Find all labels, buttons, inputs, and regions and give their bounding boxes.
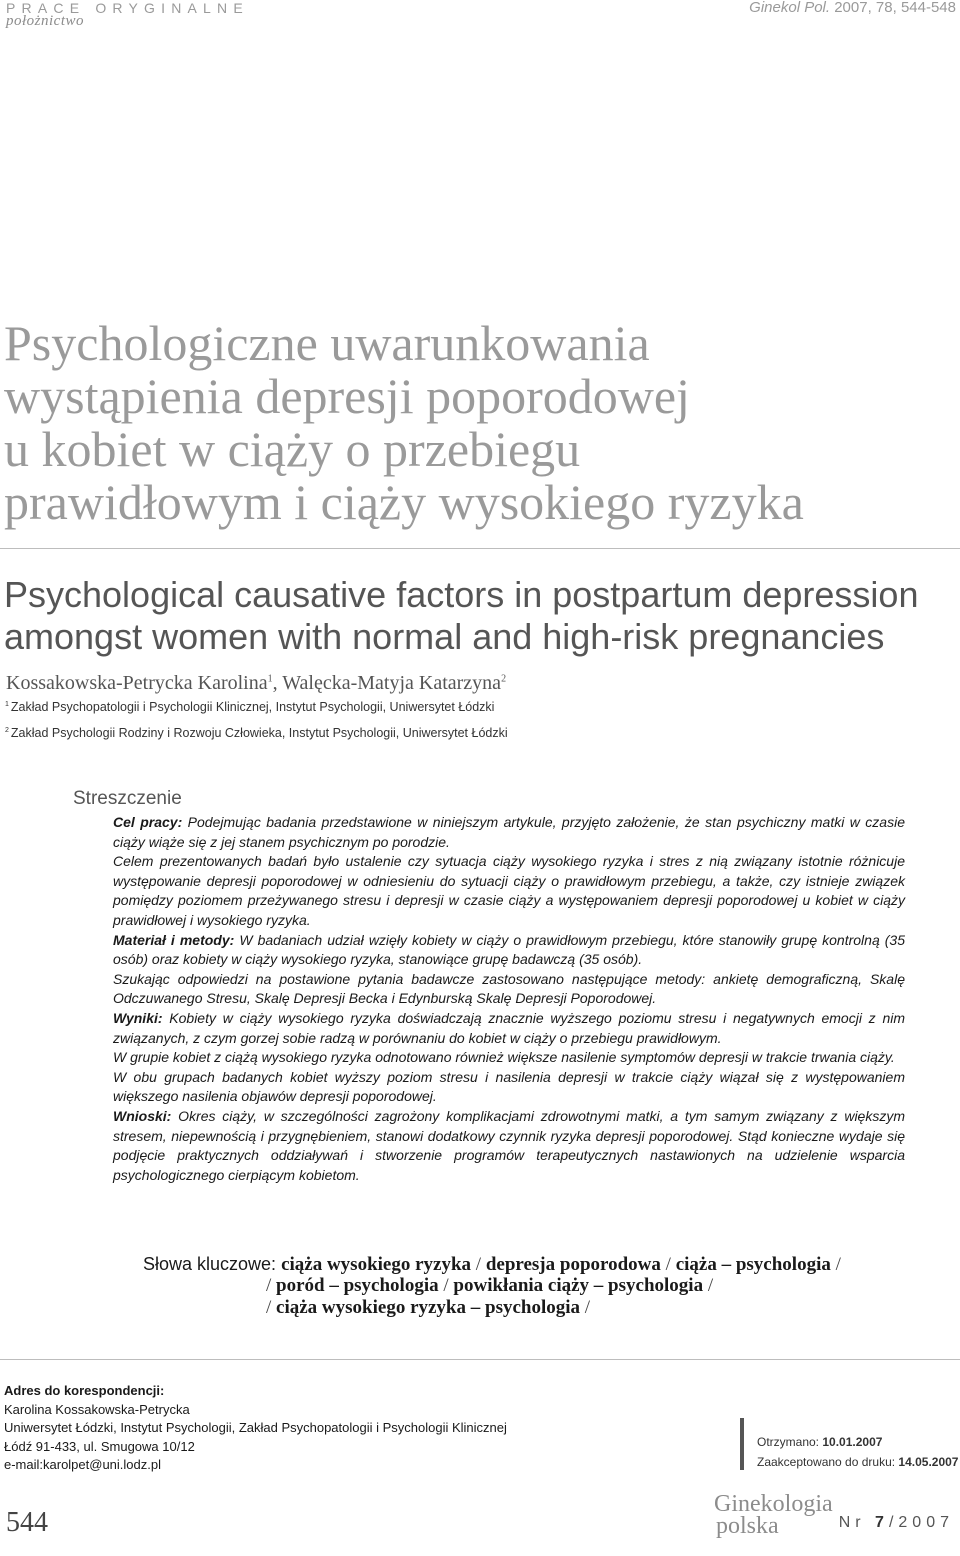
keyword-separator: /	[660, 1254, 676, 1275]
correspondence-line: Łódź 91-433, ul. Smugowa 10/12	[4, 1438, 195, 1454]
abstract-paragraph: Szukając odpowiedzi na postawione pytania badawcze zastosowano następujące metody: ankietę demograficzną, Skalę Odczuwanego Stresu, Skalę Depresji Becka i Edynburską Skalę Depresji Poporodowej.	[113, 970, 905, 1007]
keyword-separator: /	[266, 1297, 277, 1318]
received-value: 10.01.2007	[822, 1435, 883, 1449]
dates-accent-bar	[740, 1418, 744, 1470]
subsection-label: położnictwo	[6, 13, 85, 29]
affiliation	[5, 726, 508, 740]
journal-logo-line: Ginekologia	[714, 1491, 833, 1517]
issue-number	[839, 1514, 954, 1532]
abstract-body	[113, 813, 905, 1185]
abstract-methods-label: Materiał i metody:	[113, 931, 235, 948]
received-date	[757, 1432, 958, 1452]
author-list	[6, 672, 506, 695]
abstract-paragraph	[113, 1107, 905, 1185]
correspondence-block	[4, 1382, 507, 1475]
issue-prefix: Nr	[838, 1514, 876, 1531]
author-name: Walęcka-Matyja Katarzyna	[282, 672, 502, 694]
title-polish	[4, 317, 954, 529]
accepted-value: 14.05.2007	[898, 1455, 959, 1469]
keywords-intro: Słowa kluczowe:	[143, 1254, 282, 1274]
keyword: ciąża wysokiego ryzyka – psychologia	[276, 1297, 581, 1318]
title-polish-line: wystąpienia depresji poporodowej	[4, 368, 690, 424]
abstract-paragraph: W grupie kobiet z ciążą wysokiego ryzyka odnotowano również większe nasilenie symptomów depresji w trakcie trwania ciąży.	[113, 1049, 895, 1066]
author-separator: ,	[272, 672, 283, 694]
correspondence-line: Karolina Kossakowska-Petrycka	[4, 1401, 190, 1417]
citation-details: 2007, 78, 544-548	[834, 0, 956, 16]
abstract-results-label: Wyniki:	[113, 1009, 163, 1026]
affiliation-text: Zakład Psychologii Rodziny i Rozwoju Człowieka, Instytut Psychologii, Uniwersytet Łódzki	[10, 726, 508, 740]
section-label: PRACE ORYGINALNE	[6, 0, 249, 16]
keywords-row	[143, 1254, 841, 1275]
keyword: ciąża wysokiego ryzyka	[281, 1254, 472, 1275]
issue-year: /2007	[888, 1514, 954, 1531]
author-name: Kossakowska-Petrycka Karolina	[6, 672, 268, 694]
affiliation-mark: 2	[5, 726, 9, 734]
title-polish-line: u kobiet w ciąży o przebiegu	[4, 421, 581, 477]
title-english	[4, 574, 954, 658]
abstract-methods-text: W badaniach udział wzięły kobiety w ciąży o prawidłowym przebiegu, które stanowiły grupę kontrolną (35 osób) oraz kobiety w ciąży wysokiego ryzyka, stanowiące grupę badawczą (35 osób).	[113, 931, 905, 968]
abstract-paragraph: W obu grupach badanych kobiet wyższy poziom stresu i nasilenia depresji w trakcie ciąży wiązał się z występowaniem większego nasilenia objawów depresji poporodowej.	[113, 1068, 905, 1105]
keyword: poród – psychologia	[276, 1275, 439, 1296]
issue-value: 7	[875, 1514, 889, 1531]
received-label: Otrzymano:	[757, 1435, 823, 1449]
affiliation-mark: 1	[5, 700, 9, 708]
dates-block	[757, 1432, 958, 1472]
correspondence-line: Uniwersytet Łódzki, Instytut Psychologii, Zakład Psychopatologii i Psychologii Klinicznej	[4, 1420, 507, 1435]
title-english-line: amongst women with normal and high-risk pregnancies	[4, 616, 885, 657]
abstract-heading: Streszczenie	[73, 788, 182, 809]
affiliation-text: Zakład Psychopatologii i Psychologii Klinicznej, Instytut Psychologii, Uniwersytet Łódzki	[10, 700, 495, 714]
keyword: depresja poporodowa	[485, 1254, 661, 1275]
accepted-label: Zaakceptowano do druku:	[757, 1455, 899, 1469]
keyword-separator: /	[266, 1275, 277, 1296]
abstract-paragraph: Celem prezentowanych badań było ustalenie czy sytuacja ciąży wysokiego ryzyka i stres z nią związany istotnie różnicuje występowanie depresji poporodowej w odniesieniu do sytuacji ciąży o prawidłowym przebiegu, a także, czy istnieje związek pomiędzy poziomem przeżywanego stresu i depresji w czasie ciąży a występowaniem depresji poporodowej u kobiet w ciąży prawidłowej i wysokiego ryzyka.	[113, 853, 905, 928]
correspondence-title: Adres do korespondencji:	[4, 1383, 165, 1398]
title-divider	[0, 548, 960, 549]
title-polish-line: prawidłowym i ciąży wysokiego ryzyka	[4, 474, 804, 530]
keyword: powikłania ciąży – psychologia	[453, 1275, 704, 1296]
abstract-aim-label: Cel pracy:	[113, 814, 183, 830]
abstract-paragraph	[113, 813, 905, 852]
keyword-separator: /	[438, 1275, 454, 1296]
title-polish-line: Psychologiczne uwarunkowania	[4, 315, 650, 371]
abstract-paragraph	[113, 931, 905, 970]
correspondence-email: e-mail:karolpet@uni.lodz.pl	[4, 1457, 161, 1472]
keyword-separator: /	[580, 1297, 591, 1318]
keywords-row	[266, 1297, 590, 1318]
keyword-separator: /	[830, 1254, 841, 1275]
abstract-results-text: Kobiety w ciąży wysokiego ryzyka doświadczają znacznie wyższego poziomu stresu i negatywnych emocji z nim związanych, z czym gorzej sobie radzą w porównaniu do kobiet w ciąży o przebiegu prawidłowym.	[113, 1009, 905, 1046]
abstract-paragraph	[113, 1009, 905, 1048]
affiliation	[5, 700, 494, 714]
abstract-conclusions-label: Wnioski:	[113, 1107, 172, 1124]
keyword: ciąża – psychologia	[675, 1254, 831, 1275]
author-affiliation-mark: 1	[267, 673, 273, 685]
journal-logo	[714, 1493, 833, 1537]
keyword-separator: /	[703, 1275, 714, 1296]
page-number: 544	[6, 1507, 48, 1538]
footer-divider	[0, 1359, 960, 1360]
title-english-line: Psychological causative factors in postpartum depression	[4, 574, 919, 615]
journal-citation	[749, 0, 956, 16]
keywords-row	[266, 1275, 713, 1296]
accepted-date	[757, 1452, 958, 1472]
journal-abbrev: Ginekol Pol.	[749, 0, 831, 16]
abstract-aim-text: Podejmując badania przedstawione w niniejszym artykule, przyjęto założenie, że stan psychiczny matki w czasie ciąży wiąże się z jej stanem psychicznym po porodzie.	[113, 814, 905, 850]
journal-logo-line: polska	[716, 1513, 779, 1539]
keyword-separator: /	[471, 1254, 486, 1275]
abstract-conclusions-text: Okres ciąży, w szczególności zagrożony komplikacjami zdrowotnymi matki, a tym samym związany z większym stresem, niepewnością i przygnębieniem, stanowi dodatkowy czynnik ryzyka depresji poporodowej. Stąd konieczne wydaje się podjęcie praktycznych oddziaływań i stworzenie programów terapeutycznych nastawionych na udzielenie wsparcia psychologicznego cierpiącym kobietom.	[113, 1107, 905, 1183]
author-affiliation-mark: 2	[501, 673, 507, 685]
